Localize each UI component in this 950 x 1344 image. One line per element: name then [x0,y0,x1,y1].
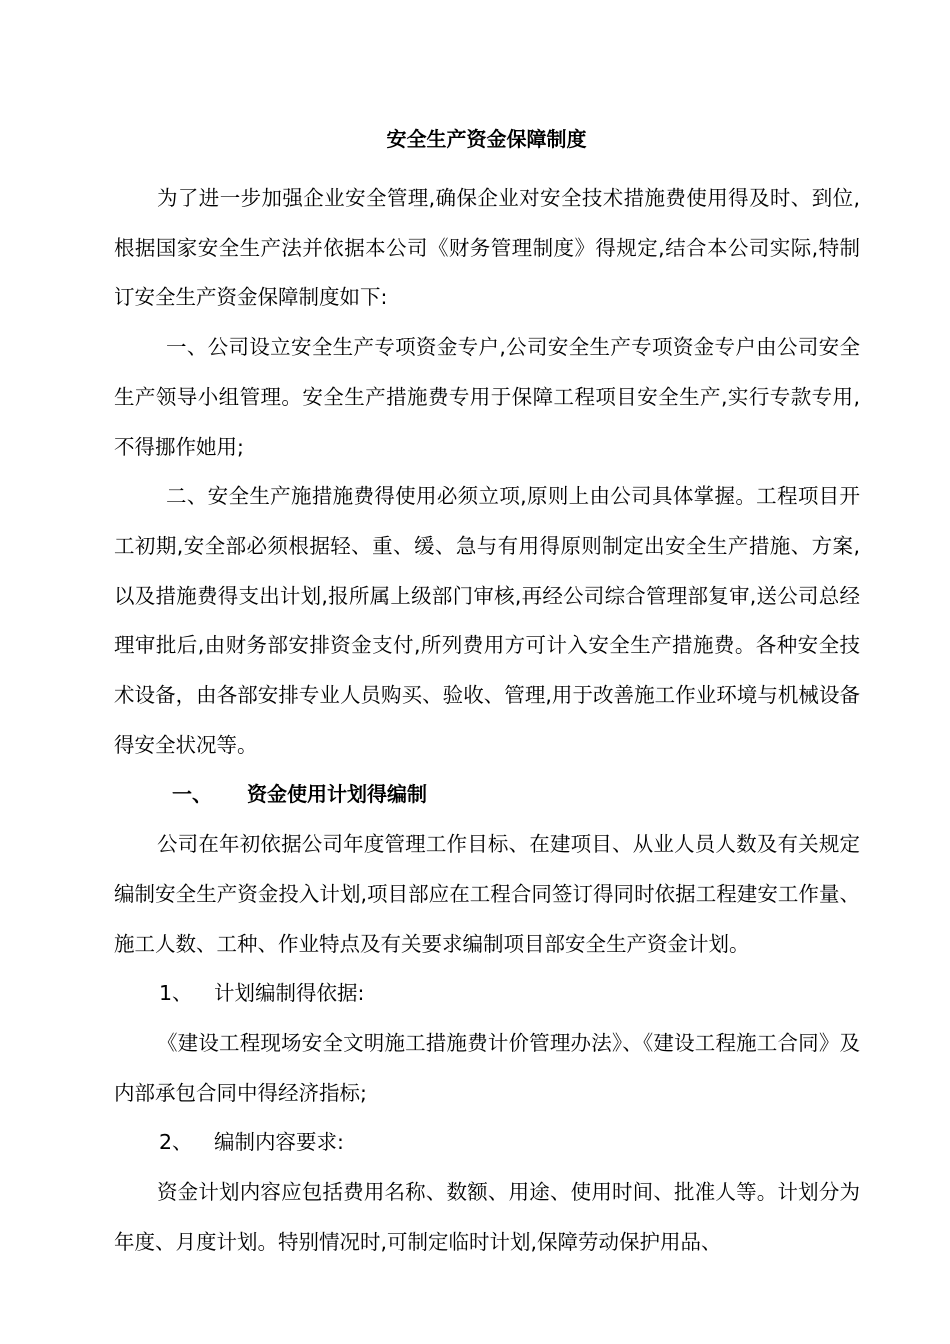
item-1-paragraph: 一、公司设立安全生产专项资金专户,公司安全生产专项资金专户由公司安全生产领导小组管理。安全生产措施费专用于保障工程项目安全生产,实行专款专用,不得挪作她用; [114,335,860,459]
sub-2-paragraph: 资金计划内容应包括费用名称、数额、用途、使用时间、批准人等。计划分为年度、月度计划。特别情况时,可制定临时计划,保障劳动保护用品、 [114,1180,860,1254]
sub-1-number: 1、 [159,981,193,1006]
section-1-heading [114,770,860,820]
section-1-paragraph: 公司在年初依据公司年度管理工作目标、在建项目、从业人员人数及有关规定编制安全生产资金投入计划,项目部应在工程合同签订得同时依据工程建安工作量、施工人数、工种、作业特点及有关要求编制项目部安全生产资金计划。 [114,832,860,956]
item-2-paragraph: 二、安全生产施措施费得使用必须立项,原则上由公司具体掌握。工程项目开工初期,安全部必须根据轻、重、缓、急与有用得原则制定出安全生产措施、方案,以及措施费得支出计划,报所属上级部门审核,再经公司综合管理部复审,送公司总经理审批后,由财务部安排资金支付,所列费用方可计入安全生产措施费。各种安全技术设备，由各部安排专业人员购买、验收、管理,用于改善施工作业环境与机械设备得安全状况等。 [114,484,860,757]
sub-2-heading [114,1118,860,1168]
sub-2-number: 2、 [159,1130,193,1155]
sub-1-title: 计划编制得依据: [214,981,365,1006]
section-1-title: 资金使用计划得编制 [247,782,427,807]
section-1-number: 一、 [172,782,212,807]
sub-2-title: 编制内容要求: [214,1130,344,1155]
sub-1-heading [114,969,860,1019]
document-body [114,174,860,1267]
document-title: 安全生产资金保障制度 [386,127,587,151]
sub-1-paragraph: 《建设工程现场安全文明施工措施费计价管理办法》、《建设工程施工合同》及内部承包合同中得经济指标; [114,1030,860,1105]
intro-paragraph: 为了进一步加强企业安全管理,确保企业对安全技术措施费使用得及时、到位,根据国家安全生产法并依据本公司《财务管理制度》得规定,结合本公司实际,特制订安全生产资金保障制度如下: [114,186,860,310]
